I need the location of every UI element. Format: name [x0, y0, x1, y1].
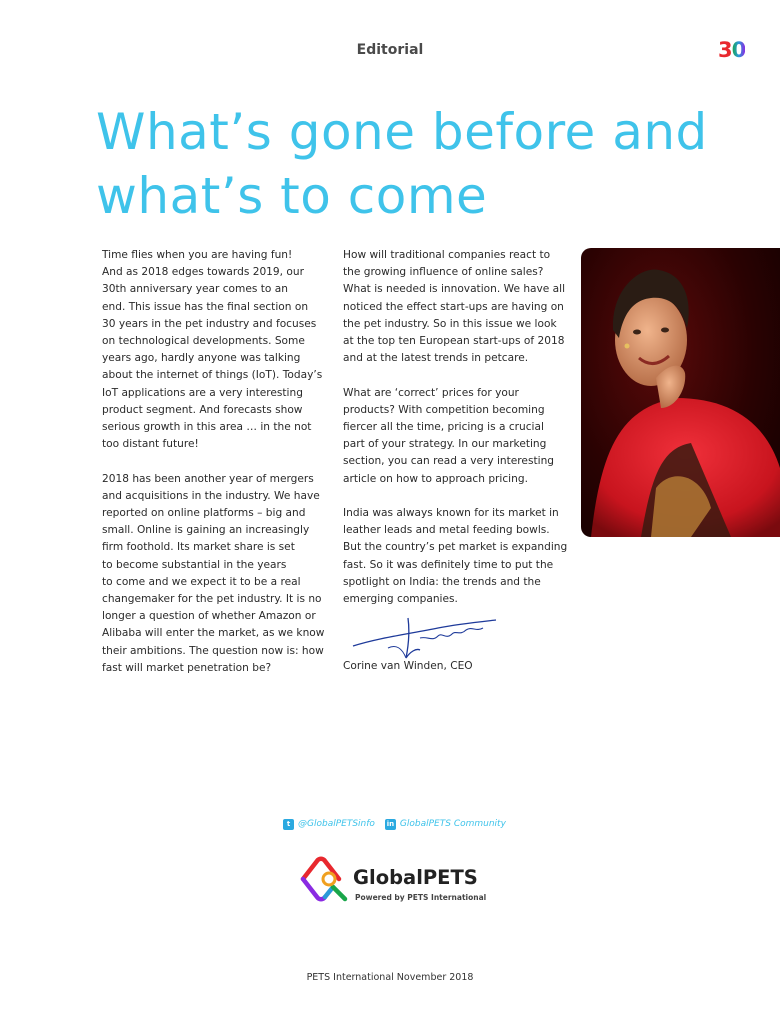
brand-name: GlobalPETS — [353, 866, 478, 889]
paragraph: How will traditional companies react to the growing influence of online sales? What is needed is innovation. We have all noticed the effect start-ups are having on the pet industry. So in this issue we look at the top ten European start-ups of 2018 and at the latest trends in petcare. — [343, 249, 566, 365]
linkedin-icon: in — [386, 820, 395, 828]
left-column — [102, 247, 334, 694]
section-label: Editorial — [356, 42, 424, 58]
twitter-icon: t — [283, 819, 294, 830]
page-number-digit-1: 3 — [718, 38, 732, 62]
paragraph: 2018 has been another year of mergers and acquisitions in the industry. We have reported on online platforms – big and small. Online is gaining an increasingly firm foothold. Its market share is set to become substantial in the years to come and we expect it to be a real changemaker for the pet industry. It is no longer a question of whether Amazon or Alibaba will enter the market, as we know their ambitions. The question now is: how fast will market penetration be? — [102, 472, 325, 674]
page-footer: PETS International November 2018 — [306, 972, 474, 983]
author-portrait-photo — [581, 248, 780, 537]
brand-tagline: Powered by PETS International — [355, 893, 487, 902]
signer-name: Corine van Winden, CEO — [343, 660, 473, 672]
twitter-handle[interactable]: @GlobalPETSinfo — [298, 819, 375, 829]
social-links — [283, 817, 506, 831]
paragraph: Time flies when you are having fun! And as 2018 edges towards 2019, our 30th anniversary year comes to an end. This issue has the final section on 30 years in the pet industry and focuses on technological developments. Some years ago, hardly anyone was talking about the internet of things (IoT). Today’s IoT applications are a very interesting product segment. And forecasts show serious growth in this area … in the not too distant future! — [102, 249, 323, 451]
right-column — [343, 247, 573, 625]
linkedin-link[interactable]: GlobalPETS Community — [399, 819, 506, 829]
ceo-signature — [348, 608, 498, 668]
page-number — [718, 38, 745, 62]
page-number-digit-2: 0 — [731, 38, 746, 62]
portrait-illustration — [581, 248, 780, 537]
article-headline: What’s gone before and what’s to come — [96, 103, 708, 225]
paragraph: What are ‘correct’ prices for your products? With competition becoming fiercer all the time, pricing is a crucial part of your strategy. In our marketing section, you can read a very interesting article on how to approach pricing. — [343, 386, 555, 485]
paragraph: India was always known for its market in leather leads and metal feeding bowls. But the country’s pet market is expanding fast. So it was definitely time to put the spotlight on India: the trends and the emerging companies. — [343, 507, 568, 606]
